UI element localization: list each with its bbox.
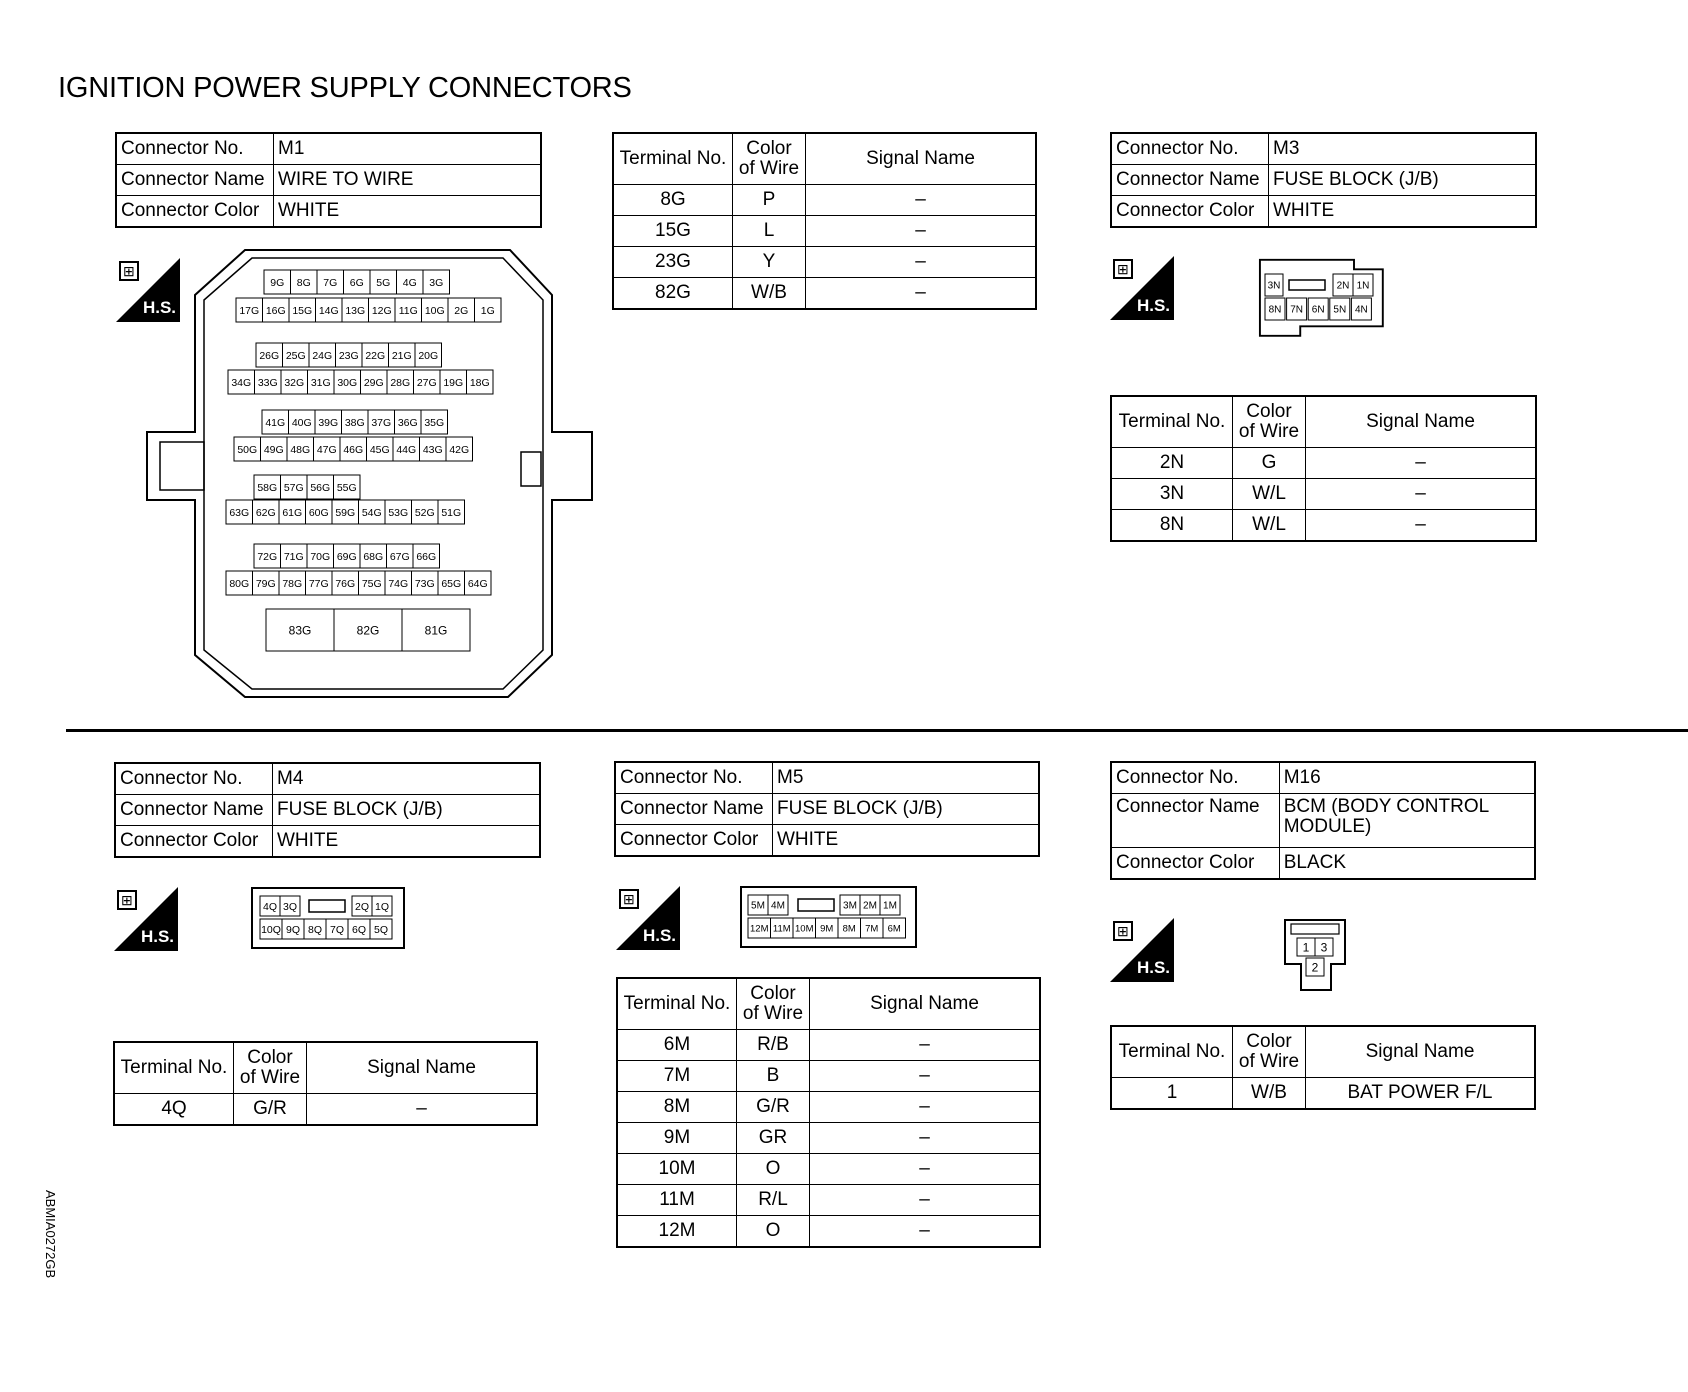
terminal-label: 27G (416, 376, 437, 389)
header-terminal-no: Terminal No. (114, 1042, 234, 1094)
header-signal-name: Signal Name (806, 133, 1037, 185)
terminal-no: 23G (613, 247, 733, 278)
signal-name: – (307, 1094, 538, 1126)
terminal-label: 4Q (262, 900, 278, 913)
terminal-label: 6Q (351, 923, 367, 936)
table-row (1111, 448, 1536, 479)
label-connector-no: Connector No. (1111, 133, 1269, 165)
connector-key (1289, 280, 1325, 290)
signal-name: BAT POWER F/L (1306, 1078, 1536, 1110)
m16-connector-color: BLACK (1279, 848, 1535, 880)
hs-label: H.S. (1136, 296, 1170, 315)
m1-connector-name: WIRE TO WIRE (274, 165, 542, 196)
terminal-label: 1N (1356, 280, 1370, 292)
terminal-label: 18G (469, 376, 490, 389)
table-row (1111, 510, 1536, 542)
m16-latch (1291, 924, 1339, 934)
header-color-of-wire: Color of Wire (1233, 1026, 1306, 1078)
terminal-label: 51G (441, 506, 462, 519)
label-connector-name: Connector Name (115, 795, 273, 826)
hs-label: H.S. (642, 926, 676, 945)
terminal-label: 64G (467, 577, 488, 590)
label-connector-color: Connector Color (1111, 196, 1269, 228)
terminal-label: 78G (282, 577, 303, 590)
wire-color: O (737, 1216, 810, 1248)
table-row (617, 1030, 1040, 1061)
terminal-label: 72G (257, 550, 278, 563)
terminal-label: 81G (424, 623, 448, 638)
signal-name: – (810, 1092, 1041, 1123)
terminal-label: 73G (414, 577, 435, 590)
label-connector-color: Connector Color (115, 826, 273, 858)
m16-info-table (1110, 761, 1536, 880)
m4-info-table (114, 762, 541, 858)
label-connector-no: Connector No. (115, 763, 273, 795)
terminal-label: 59G (335, 506, 356, 519)
terminal-label: 9M (820, 923, 834, 935)
terminal-no: 3N (1111, 479, 1233, 510)
label-connector-name: Connector Name (116, 165, 274, 196)
table-row (114, 1094, 537, 1126)
label-connector-no: Connector No. (1111, 762, 1279, 794)
terminal-label: 70G (310, 550, 331, 563)
terminal-no: 8M (617, 1092, 737, 1123)
header-signal-name: Signal Name (1306, 396, 1537, 448)
terminal-label: 54G (361, 506, 382, 519)
terminal-label: 40G (291, 416, 312, 429)
terminal-label: 8Q (307, 923, 323, 936)
label-connector-color: Connector Color (1111, 848, 1279, 880)
terminal-label: 10Q (261, 923, 281, 936)
header-signal-name: Signal Name (810, 978, 1041, 1030)
terminal-label: 77G (308, 577, 329, 590)
terminal-label: 63G (229, 506, 250, 519)
terminal-label: 52G (414, 506, 435, 519)
terminal-label: 4G (402, 276, 417, 289)
table-row (617, 1216, 1040, 1248)
terminal-label: 2 (1311, 960, 1319, 975)
m1-connector-color: WHITE (274, 196, 542, 228)
header-signal-name: Signal Name (1306, 1026, 1536, 1078)
signal-name: – (806, 247, 1037, 278)
header-terminal-no: Terminal No. (613, 133, 733, 185)
signal-name: – (810, 1123, 1041, 1154)
terminal-label: 1G (480, 304, 495, 317)
table-row (617, 1061, 1040, 1092)
m3-connector-name: FUSE BLOCK (J/B) (1269, 165, 1537, 196)
terminal-no: 11M (617, 1185, 737, 1216)
hs-label: H.S. (1136, 958, 1170, 977)
terminal-no: 1 (1111, 1078, 1233, 1110)
terminal-label: 5G (376, 276, 391, 289)
terminal-label: 10G (424, 304, 445, 317)
m1-connector-no: M1 (274, 133, 542, 165)
label-connector-color: Connector Color (615, 825, 773, 857)
terminal-label: 15G (292, 304, 313, 317)
terminal-label: 6G (349, 276, 364, 289)
terminal-label: 80G (229, 577, 250, 590)
terminal-label: 48G (290, 443, 311, 456)
terminal-label: 9G (270, 276, 285, 289)
terminal-label: 36G (397, 416, 418, 429)
terminal-label: 12M (750, 923, 769, 935)
signal-name: – (810, 1061, 1041, 1092)
terminal-label: 82G (356, 623, 380, 638)
terminal-label: 30G (337, 376, 358, 389)
signal-name: – (810, 1185, 1041, 1216)
table-row (613, 185, 1036, 216)
terminal-label: 7G (323, 276, 338, 289)
header-terminal-no: Terminal No. (1111, 1026, 1233, 1078)
terminal-label: 58G (257, 481, 278, 494)
terminal-label: 32G (284, 376, 305, 389)
terminal-label: 7N (1290, 304, 1303, 316)
terminal-label: 29G (363, 376, 384, 389)
label-connector-no: Connector No. (615, 762, 773, 794)
table-row (613, 247, 1036, 278)
terminal-label: 3G (429, 276, 444, 289)
header-signal-name: Signal Name (307, 1042, 538, 1094)
terminal-label: 50G (237, 443, 258, 456)
terminal-no: 82G (613, 278, 733, 310)
terminal-label: 75G (361, 577, 382, 590)
terminal-label: 3 (1320, 940, 1328, 955)
signal-name: – (806, 278, 1037, 310)
wire-color: B (737, 1061, 810, 1092)
m5-connector-diagram (740, 886, 918, 950)
wire-color: W/L (1233, 479, 1306, 510)
m5-connector-name: FUSE BLOCK (J/B) (773, 794, 1040, 825)
m16-terminal-table (1110, 1025, 1536, 1110)
hs-badge-m16 (1110, 918, 1174, 982)
table-row (617, 1154, 1040, 1185)
label-connector-name: Connector Name (1111, 794, 1279, 848)
wire-color: O (737, 1154, 810, 1185)
terminal-label: 23G (338, 349, 359, 362)
m3-connector-diagram (1255, 256, 1385, 341)
terminal-label: 6N (1311, 304, 1325, 316)
table-row (1111, 1078, 1535, 1110)
terminal-label: 43G (422, 443, 443, 456)
terminal-label: 2Q (354, 900, 370, 913)
terminal-label: 38G (344, 416, 365, 429)
terminal-label: 5N (1333, 304, 1347, 316)
terminal-label: 6M (887, 923, 901, 935)
terminal-label: 65G (441, 577, 462, 590)
connector-icon: ⊞ (619, 889, 639, 909)
header-color-of-wire: Color of Wire (737, 978, 810, 1030)
label-connector-name: Connector Name (1111, 165, 1269, 196)
hs-label: H.S. (142, 298, 176, 317)
terminal-label: 53G (388, 506, 409, 519)
hs-badge-m5 (616, 886, 680, 950)
terminal-label: 26G (259, 349, 280, 362)
terminal-label: 25G (285, 349, 306, 362)
terminal-label: 4N (1355, 304, 1368, 316)
m3-terminal-table (1110, 395, 1537, 542)
terminal-label: 8N (1268, 304, 1282, 316)
terminal-label: 46G (343, 443, 364, 456)
terminal-label: 21G (391, 349, 412, 362)
signal-name: – (1306, 479, 1537, 510)
terminal-label: 3M (843, 900, 857, 912)
terminal-label: 67G (389, 550, 410, 563)
terminal-label: 74G (388, 577, 409, 590)
terminal-label: 11M (772, 923, 791, 935)
figure-code: ABMIA0272GB (43, 1190, 58, 1279)
connector-key (309, 900, 345, 912)
terminal-label: 1 (1302, 940, 1310, 955)
terminal-label: 2G (454, 304, 469, 317)
terminal-label: 56G (310, 481, 331, 494)
header-terminal-no: Terminal No. (1111, 396, 1233, 448)
m4-connector-name: FUSE BLOCK (J/B) (273, 795, 541, 826)
terminal-label: 47G (316, 443, 337, 456)
m1-terminal-table (612, 132, 1037, 310)
wire-color: GR (737, 1123, 810, 1154)
table-row (617, 1185, 1040, 1216)
terminal-label: 4M (771, 900, 785, 912)
terminal-label: 12G (371, 304, 392, 317)
connector-icon: ⊞ (119, 261, 139, 281)
m4-connector-diagram (251, 887, 406, 951)
terminal-label: 11G (398, 304, 418, 317)
terminal-label: 3N (1267, 280, 1281, 292)
m3-connector-color: WHITE (1269, 196, 1537, 228)
terminal-label: 19G (443, 376, 464, 389)
wire-color: W/B (733, 278, 806, 310)
signal-name: – (806, 216, 1037, 247)
terminal-no: 7M (617, 1061, 737, 1092)
page-title: IGNITION POWER SUPPLY CONNECTORS (58, 72, 632, 104)
wire-color: G/R (234, 1094, 307, 1126)
terminal-no: 12M (617, 1216, 737, 1248)
header-color-of-wire: Color of Wire (733, 133, 806, 185)
connector-icon: ⊞ (117, 890, 137, 910)
terminal-label: 8M (842, 923, 856, 935)
hs-badge-m3 (1110, 256, 1174, 320)
m3-connector-no: M3 (1269, 133, 1537, 165)
terminal-label: 42G (449, 443, 470, 456)
terminal-label: 5M (751, 900, 765, 912)
terminal-label: 55G (336, 481, 357, 494)
terminal-label: 14G (318, 304, 339, 317)
wire-color: Y (733, 247, 806, 278)
label-connector-no: Connector No. (116, 133, 274, 165)
terminal-label: 35G (424, 416, 445, 429)
terminal-label: 34G (231, 376, 252, 389)
hs-badge-m4 (114, 887, 178, 951)
terminal-label: 71G (283, 550, 304, 563)
terminal-label: 31G (310, 376, 331, 389)
terminal-label: 20G (418, 349, 439, 362)
m1-right-latch (521, 452, 541, 486)
m5-connector-no: M5 (773, 762, 1040, 794)
header-color-of-wire: Color of Wire (1233, 396, 1306, 448)
terminal-label: 3Q (282, 900, 298, 913)
header-terminal-no: Terminal No. (617, 978, 737, 1030)
wire-color: L (733, 216, 806, 247)
terminal-no: 9M (617, 1123, 737, 1154)
terminal-label: 24G (312, 349, 333, 362)
signal-name: – (810, 1216, 1041, 1248)
terminal-label: 44G (396, 443, 417, 456)
signal-name: – (1306, 510, 1537, 542)
terminal-label: 2N (1336, 280, 1350, 292)
terminal-label: 41G (265, 416, 286, 429)
table-row (617, 1123, 1040, 1154)
header-color-of-wire: Color of Wire (234, 1042, 307, 1094)
signal-name: – (810, 1154, 1041, 1185)
terminal-label: 79G (255, 577, 276, 590)
terminal-label: 69G (336, 550, 357, 563)
terminal-label: 83G (288, 623, 312, 638)
terminal-label: 39G (318, 416, 339, 429)
label-connector-color: Connector Color (116, 196, 274, 228)
terminal-label: 8G (296, 276, 311, 289)
terminal-label: 10M (795, 923, 814, 935)
terminal-no: 2N (1111, 448, 1233, 479)
terminal-no: 4Q (114, 1094, 234, 1126)
table-row (617, 1092, 1040, 1123)
m3-info-table (1110, 132, 1537, 228)
wire-color: G (1233, 448, 1306, 479)
m16-connector-no: M16 (1279, 762, 1535, 794)
terminal-label: 1Q (374, 900, 390, 913)
terminal-label: 2M (863, 900, 877, 912)
signal-name: – (806, 185, 1037, 216)
wire-color: P (733, 185, 806, 216)
terminal-label: 13G (345, 304, 366, 317)
terminal-label: 66G (416, 550, 437, 563)
terminal-label: 49G (263, 443, 284, 456)
m4-terminal-table (113, 1041, 538, 1126)
section-divider (66, 729, 1688, 732)
m5-info-table (614, 761, 1040, 857)
connector-icon: ⊞ (1113, 921, 1133, 941)
connector-key (798, 899, 834, 911)
terminal-label: 45G (369, 443, 390, 456)
terminal-label: 61G (282, 506, 303, 519)
m4-connector-color: WHITE (273, 826, 541, 858)
terminal-label: 7M (865, 923, 879, 935)
terminal-label: 28G (390, 376, 411, 389)
terminal-no: 8G (613, 185, 733, 216)
signal-name: – (810, 1030, 1041, 1061)
terminal-label: 16G (265, 304, 286, 317)
m16-connector-name: BCM (BODY CONTROL MODULE) (1279, 794, 1535, 848)
terminal-label: 1M (883, 900, 897, 912)
terminal-label: 68G (363, 550, 384, 563)
terminal-label: 37G (371, 416, 392, 429)
terminal-label: 9Q (285, 923, 301, 936)
terminal-no: 10M (617, 1154, 737, 1185)
terminal-label: 60G (308, 506, 329, 519)
hs-label: H.S. (140, 927, 174, 946)
wire-color: W/L (1233, 510, 1306, 542)
m1-connector-diagram (0, 0, 620, 720)
table-row (1111, 479, 1536, 510)
m1-left-latch (160, 442, 204, 490)
terminal-label: 5Q (373, 923, 389, 936)
terminal-label: 62G (255, 506, 276, 519)
signal-name: – (1306, 448, 1537, 479)
terminal-label: 57G (283, 481, 304, 494)
terminal-no: 15G (613, 216, 733, 247)
terminal-no: 8N (1111, 510, 1233, 542)
wire-color: W/B (1233, 1078, 1306, 1110)
m16-connector-diagram (1283, 918, 1348, 993)
table-row (613, 278, 1036, 310)
m5-terminal-table (616, 977, 1041, 1248)
terminal-label: 7Q (329, 923, 345, 936)
wire-color: R/B (737, 1030, 810, 1061)
wire-color: G/R (737, 1092, 810, 1123)
wire-color: R/L (737, 1185, 810, 1216)
m4-connector-no: M4 (273, 763, 541, 795)
terminal-label: 22G (365, 349, 386, 362)
connector-icon: ⊞ (1113, 259, 1133, 279)
terminal-label: 76G (335, 577, 356, 590)
terminal-label: 17G (239, 304, 260, 317)
m5-connector-color: WHITE (773, 825, 1040, 857)
terminal-no: 6M (617, 1030, 737, 1061)
label-connector-name: Connector Name (615, 794, 773, 825)
terminal-label: 33G (257, 376, 278, 389)
table-row (613, 216, 1036, 247)
